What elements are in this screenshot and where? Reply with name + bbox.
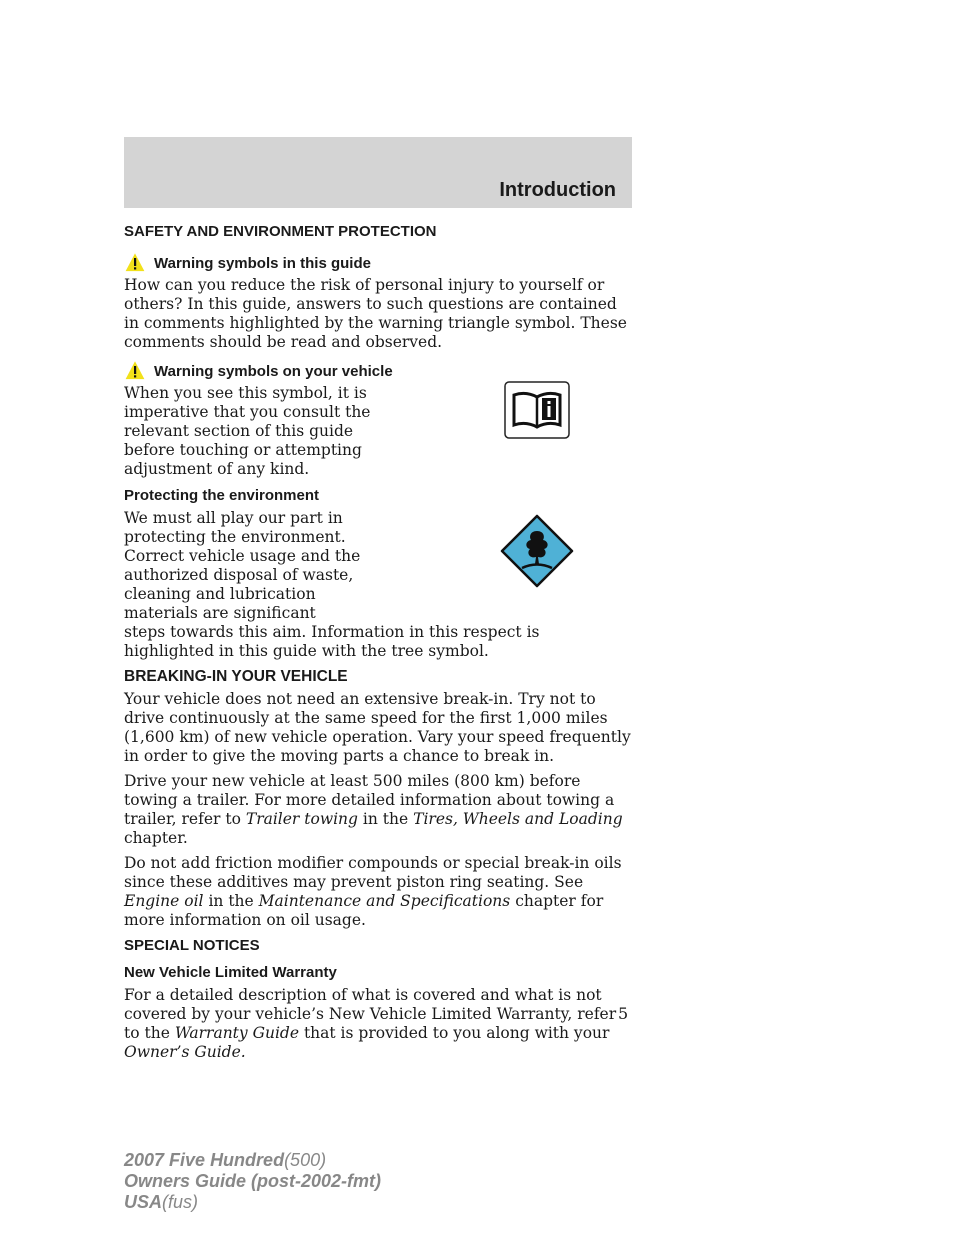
breakin-paragraph-3 <box>124 854 632 930</box>
warn-guide-body: How can you reduce the risk of personal injury to yourself or others? In this guide, answers to such questions are contained in comments highlighted by the warning triangle symbol. These comments should be read and observed. <box>124 276 627 351</box>
tree-icon <box>500 514 574 588</box>
footer-line-1 <box>124 1150 381 1171</box>
section-header-band <box>124 137 632 208</box>
warranty-heading: New Vehicle Limited Warranty <box>124 964 337 981</box>
warranty-text-b: that is provided to you along with your <box>303 1024 610 1042</box>
warn-vehicle-body: When you see this symbol, it is imperative that you consult the relevant section of this guide before touching or attempting adjustment of any kind. <box>124 384 371 478</box>
tree-icon-column <box>442 509 632 623</box>
page-number: 5 <box>618 1004 629 1023</box>
owners-manual-icon <box>504 381 570 439</box>
warn-vehicle-row <box>124 384 632 485</box>
breakin-p2-text-c: chapter. <box>124 829 188 847</box>
breakin-p3-text-b: in the <box>208 892 254 910</box>
tires-wheels-loading-reference: Tires, Wheels and Loading <box>413 810 623 828</box>
document-footer <box>124 1150 381 1213</box>
environment-body-a: We must all play our part in protecting the environment. Correct vehicle usage and the authorized disposal of waste, cleaning and lubrication materials are significant <box>124 509 361 622</box>
footer-market-code: (fus) <box>162 1192 199 1212</box>
warranty-guide-reference: Warranty Guide <box>174 1024 300 1042</box>
warranty-paragraph <box>124 986 632 1062</box>
engine-oil-reference: Engine oil <box>124 892 204 910</box>
trailer-towing-reference: Trailer towing <box>245 810 358 828</box>
warning-triangle-icon <box>124 251 146 273</box>
environment-body-b: steps towards this aim. Information in this respect is highlighted in this guide with the tree symbol. <box>124 623 540 660</box>
footer-model: 2007 Five Hundred <box>124 1150 285 1170</box>
warn-guide-heading: Warning symbols in this guide <box>154 255 371 272</box>
breakin-paragraph-1: Your vehicle does not need an extensive break-in. Try not to drive continuously at the same speed for the first 1,000 miles (1,600 km) of new vehicle operation. Vary your speed frequently in order to give the moving parts a chance to break in. <box>124 690 631 765</box>
breakin-p2-text-b: in the <box>362 810 409 828</box>
breakin-paragraph-2 <box>124 772 632 848</box>
breakin-p3-text-c: chapter for more information on oil usage. <box>124 892 604 929</box>
footer-line-2 <box>124 1171 381 1192</box>
owners-guide-reference: Owner’s Guide. <box>124 1043 246 1061</box>
breakin-heading: BREAKING-IN YOUR VEHICLE <box>124 668 348 685</box>
warranty-text-a: For a detailed description of what is covered and what is not covered by your vehicle’s New Vehicle Limited Warranty, refer to the <box>124 986 617 1042</box>
environment-heading: Protecting the environment <box>124 487 320 504</box>
environment-row <box>124 509 632 623</box>
footer-guide-name: Owners Guide (post-2002-fmt) <box>124 1171 382 1191</box>
warn-guide-heading-row <box>124 252 632 273</box>
warn-vehicle-heading-row <box>124 360 632 381</box>
footer-market: USA <box>124 1192 163 1212</box>
maintenance-specs-reference: Maintenance and Specifications <box>258 892 511 910</box>
warning-triangle-icon <box>124 359 146 381</box>
warn-vehicle-heading: Warning symbols on your vehicle <box>154 363 393 380</box>
page-content <box>124 220 632 1068</box>
manual-icon-column <box>442 384 632 485</box>
safety-heading: SAFETY AND ENVIRONMENT PROTECTION <box>124 223 437 240</box>
section-title: Introduction <box>499 179 616 201</box>
breakin-p2-text-a: Drive your new vehicle at least 500 miles (800 km) before towing a trailer. For more detailed information about towing a trailer, refer to <box>124 772 615 828</box>
footer-model-code: (500) <box>284 1150 327 1170</box>
breakin-p3-text-a: Do not add friction modifier compounds or special break-in oils since these additives may prevent piston ring seating. See <box>124 854 622 891</box>
footer-line-3 <box>124 1192 381 1213</box>
notices-heading: SPECIAL NOTICES <box>124 937 260 954</box>
